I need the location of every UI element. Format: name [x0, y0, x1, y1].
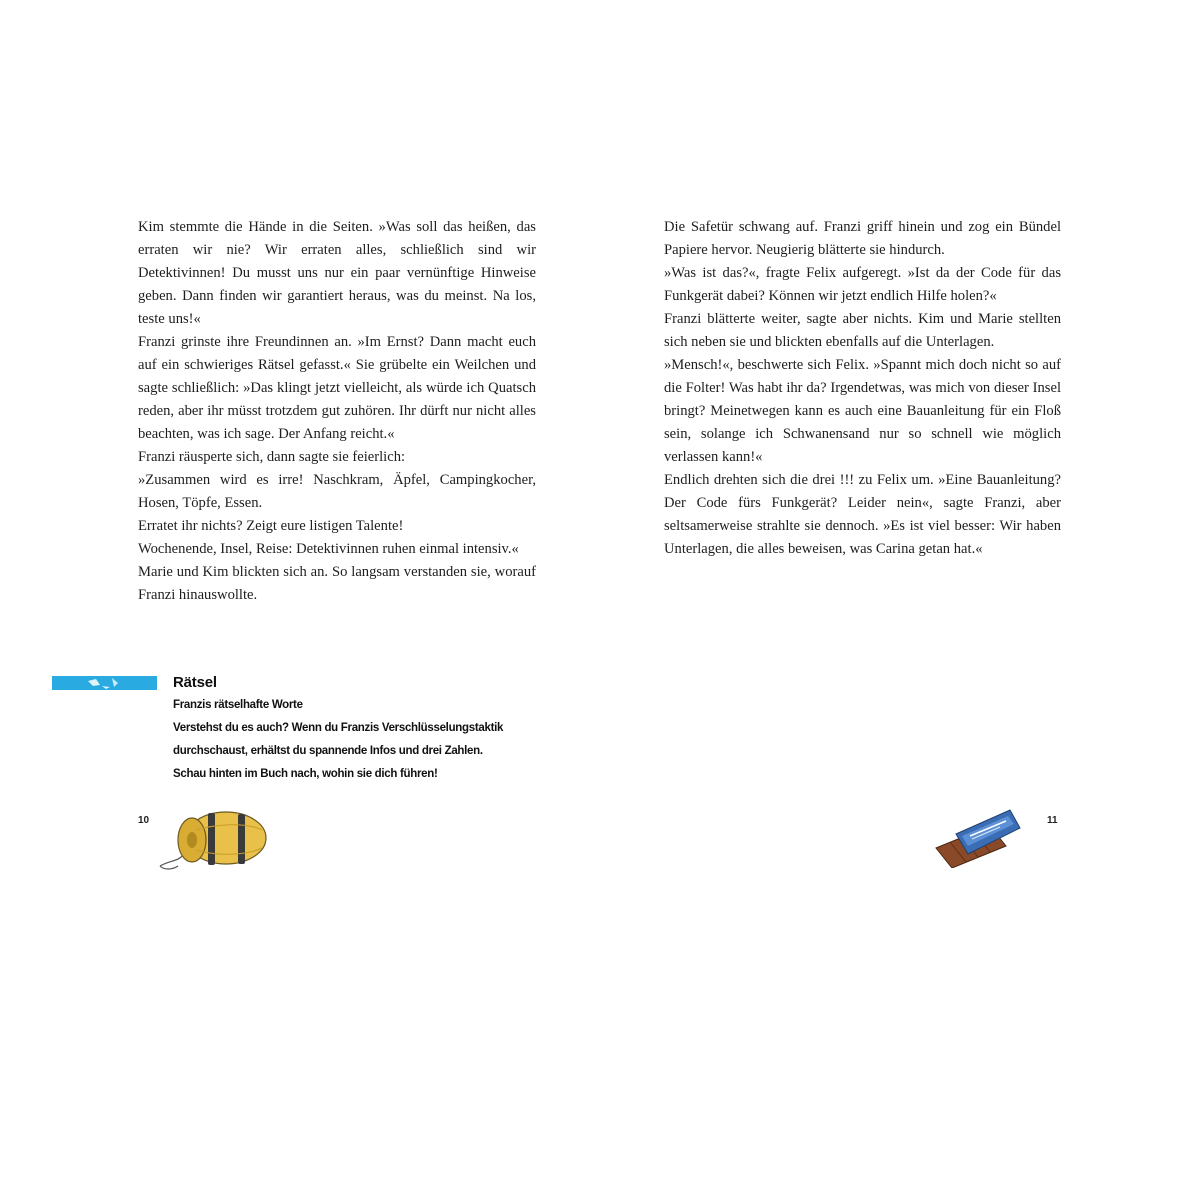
raetsel-marker-icon: [52, 676, 157, 690]
raetsel-body-line: Schau hinten im Buch nach, wohin sie dich führen!: [173, 768, 438, 780]
paragraph: Franzi blätterte weiter, sagte aber nichts. Kim und Marie stellten sich neben sie und blickten ebenfalls auf die Unterlagen.: [664, 311, 1061, 350]
raetsel-title: Rätsel: [173, 674, 217, 691]
raetsel-accent-bar: [52, 676, 157, 690]
chocolate-bar-icon: [934, 806, 1022, 868]
page-number-right: 11: [1047, 815, 1058, 826]
raetsel-box: [173, 672, 533, 786]
raetsel-body-line: Verstehst du es auch? Wenn du Franzis Verschlüsselungstaktik: [173, 722, 504, 734]
paragraph: Die Safetür schwang auf. Franzi griff hinein und zog ein Bündel Papiere hervor. Neugierig blätterte sie hindurch.: [664, 219, 1061, 258]
page-number-left: 10: [138, 815, 150, 826]
right-page: [600, 0, 1200, 1200]
right-page-text: [664, 216, 1061, 561]
paragraph: Kim stemmte die Hände in die Seiten. »Was soll das heißen, das erraten wir nie? Wir erraten alles, schließlich sind wir Detektivinnen! Du musst uns nur ein paar vernünftige Hinweise geben. Dann finden wir garantiert heraus, was du meinst. Na los, teste uns!«: [138, 219, 536, 327]
raetsel-body-line: durchschaust, erhältst du spannende Infos und drei Zahlen.: [173, 745, 483, 757]
paragraph: Marie und Kim blickten sich an. So langsam verstanden sie, worauf Franzi hinauswollte.: [138, 564, 536, 603]
paragraph: »Was ist das?«, fragte Felix aufgeregt. »Ist da der Code für das Funkgerät dabei? Können wir jetzt endlich Hilfe holen?«: [664, 265, 1061, 304]
paragraph: »Zusammen wird es irre! Naschkram, Äpfel, Campingkocher, Hosen, Töpfe, Essen.: [138, 472, 536, 511]
left-page-text: [138, 216, 536, 607]
sleeping-bag-icon: [156, 808, 268, 874]
paragraph: »Mensch!«, beschwerte sich Felix. »Spannt mich doch nicht so auf die Folter! Was habt ihr da? Irgendetwas, was mich von dieser Insel bringt? Meinetwegen kann es auch eine Bauanleitung für ein Floß sein, solange ich Schwanensand nur so schnell wie möglich verlassen kann!«: [664, 357, 1061, 465]
paragraph: Franzi grinste ihre Freundinnen an. »Im Ernst? Dann macht euch auf ein schwieriges Rätsel gefasst.« Sie grübelte ein Weilchen und sagte schließlich: »Das klingt jetzt vielleicht, als würde ich Quatsch reden, aber ihr müsst trotzdem gut zuhören. Ihr dürft nur nicht alles beachten, was ich sage. Der Anfang reicht.«: [138, 334, 536, 442]
raetsel-subtitle: Franzis rätselhafte Worte: [173, 699, 303, 711]
paragraph: Franzi räusperte sich, dann sagte sie feierlich:: [138, 449, 406, 465]
paragraph: Endlich drehten sich die drei !!! zu Felix um. »Eine Bauanleitung? Der Code fürs Funkgerät? Leider nein«, sagte Franzi, aber seltsamerweise strahlte sie dennoch. »Es ist viel besser: Wir haben Unterlagen, die alles beweisen, was Carina getan hat.«: [664, 472, 1061, 557]
paragraph: Erratet ihr nichts? Zeigt eure listigen Talente!: [138, 518, 404, 534]
paragraph: Wochenende, Insel, Reise: Detektivinnen ruhen einmal intensiv.«: [138, 541, 519, 557]
